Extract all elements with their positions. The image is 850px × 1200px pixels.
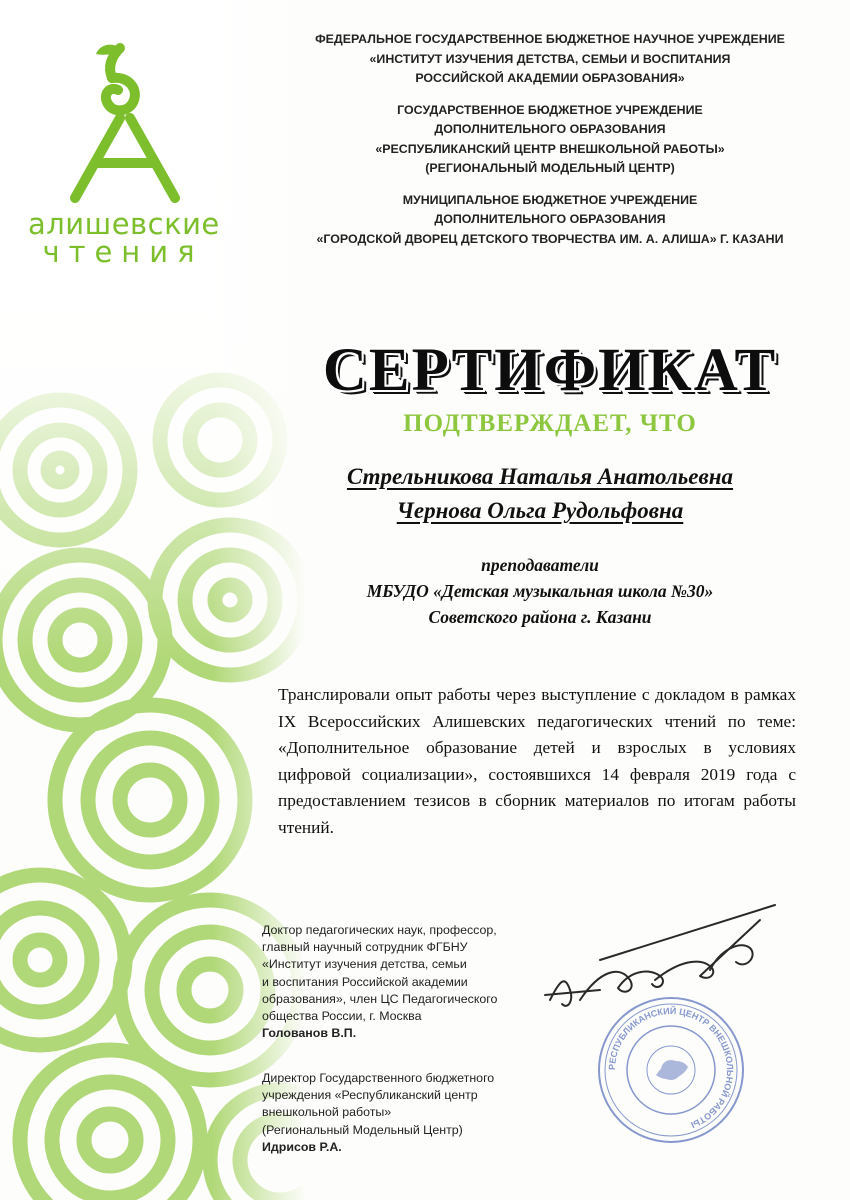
role-line: преподаватели <box>481 555 599 575</box>
stamp-text: РЕСПУБЛИКАНСКИЙ ЦЕНТР ВНЕШКОЛЬНОЙ РАБОТЫ <box>606 1005 736 1131</box>
signatory-title-line: (Региональный Модельный Центр) <box>262 1122 463 1137</box>
alishev-readings-logo <box>28 38 218 278</box>
org-3-line: ДОПОЛНИТЕЛЬНОГО ОБРАЗОВАНИЯ <box>434 212 666 226</box>
org-2-line: ГОСУДАРСТВЕННОЕ БЮДЖЕТНОЕ УЧРЕЖДЕНИЕ <box>397 102 703 117</box>
signatory-1 <box>262 922 497 1042</box>
recipient-name: Стрельникова Наталья Анатольевна <box>346 464 734 489</box>
org-2-line: ДОПОЛНИТЕЛЬНОГО ОБРАЗОВАНИЯ <box>434 122 666 136</box>
official-stamp <box>596 995 746 1145</box>
signatory-name: Голованов В.П. <box>262 1026 357 1041</box>
org-2-line: (РЕГИОНАЛЬНЫЙ МОДЕЛЬНЫЙ ЦЕНТР) <box>425 161 675 175</box>
org-1-line: «ИНСТИТУТ ИЗУЧЕНИЯ ДЕТСТВА, СЕМЬИ И ВОСПИТАНИЯ <box>369 51 731 66</box>
certificate-body-text: Транслировали опыт работы через выступление с докладом в рамках IX Всероссийских Алишевских педагогических чтений по теме: «Дополнительное образование детей и взрослых в условиях цифровой социализации», состоявшихся 14 февраля 2019 года с предоставлением тезисов в сборник материалов по итогам работы чтений. <box>278 685 796 837</box>
signatory-title-line: образования», член ЦС Педагогического <box>262 991 498 1006</box>
certificate-title: СЕРТИФИКАТ <box>322 337 778 404</box>
signatory-title-line: и воспитания Российской академии <box>262 974 468 989</box>
signatory-name: Идрисов Р.А. <box>262 1139 342 1154</box>
signatory-title-line: Директор Государственного бюджетного <box>262 1071 495 1085</box>
org-1-line: ФЕДЕРАЛЬНОЕ ГОСУДАРСТВЕННОЕ БЮДЖЕТНОЕ НАУЧНОЕ УЧРЕЖДЕНИЕ <box>315 32 785 46</box>
organizations-header <box>250 30 850 261</box>
org-2-line: «РЕСПУБЛИКАНСКИЙ ЦЕНТР ВНЕШКОЛЬНОЙ РАБОТЫ» <box>375 141 725 156</box>
logo-line-1: алишевские <box>28 207 220 241</box>
letter-a-logo-icon <box>50 38 200 208</box>
logo-line-2: чтения <box>42 235 204 269</box>
organization-3 <box>250 191 850 250</box>
org-1-line: РОССИЙСКОЙ АКАДЕМИИ ОБРАЗОВАНИЯ» <box>415 71 685 85</box>
signatory-title-line: «Институт изучения детства, семьи <box>262 957 467 972</box>
organization-1 <box>250 30 850 89</box>
role-line: Советского района г. Казани <box>428 607 652 627</box>
signatory-title-line: главный научный сотрудник ФГБНУ <box>262 940 468 955</box>
recipient-name: Чернова Ольга Рудольфовна <box>396 498 684 523</box>
signatory-title-line: Доктор педагогических наук, профессор, <box>262 923 497 937</box>
signatory-title-line: общества России, г. Москва <box>262 1009 422 1024</box>
org-3-line: «ГОРОДСКОЙ ДВОРЕЦ ДЕТСКОГО ТВОРЧЕСТВА ИМ. А. АЛИША» Г. КАЗАНИ <box>316 231 784 246</box>
org-3-line: МУНИЦИПАЛЬНОЕ БЮДЖЕТНОЕ УЧРЕЖДЕНИЕ <box>402 192 698 207</box>
signatory-title-line: внешкольной работы» <box>262 1105 392 1120</box>
certificate-subtitle: ПОДТВЕРЖДАЕТ, ЧТО <box>403 410 697 437</box>
role-line: МБУДО «Детская музыкальная школа №30» <box>366 581 714 601</box>
recipient-role <box>270 552 810 630</box>
recipient-names <box>270 460 810 528</box>
signatory-2 <box>262 1070 494 1156</box>
signatory-title-line: учреждения «Республиканский центр <box>262 1088 478 1103</box>
organization-2 <box>250 101 850 179</box>
